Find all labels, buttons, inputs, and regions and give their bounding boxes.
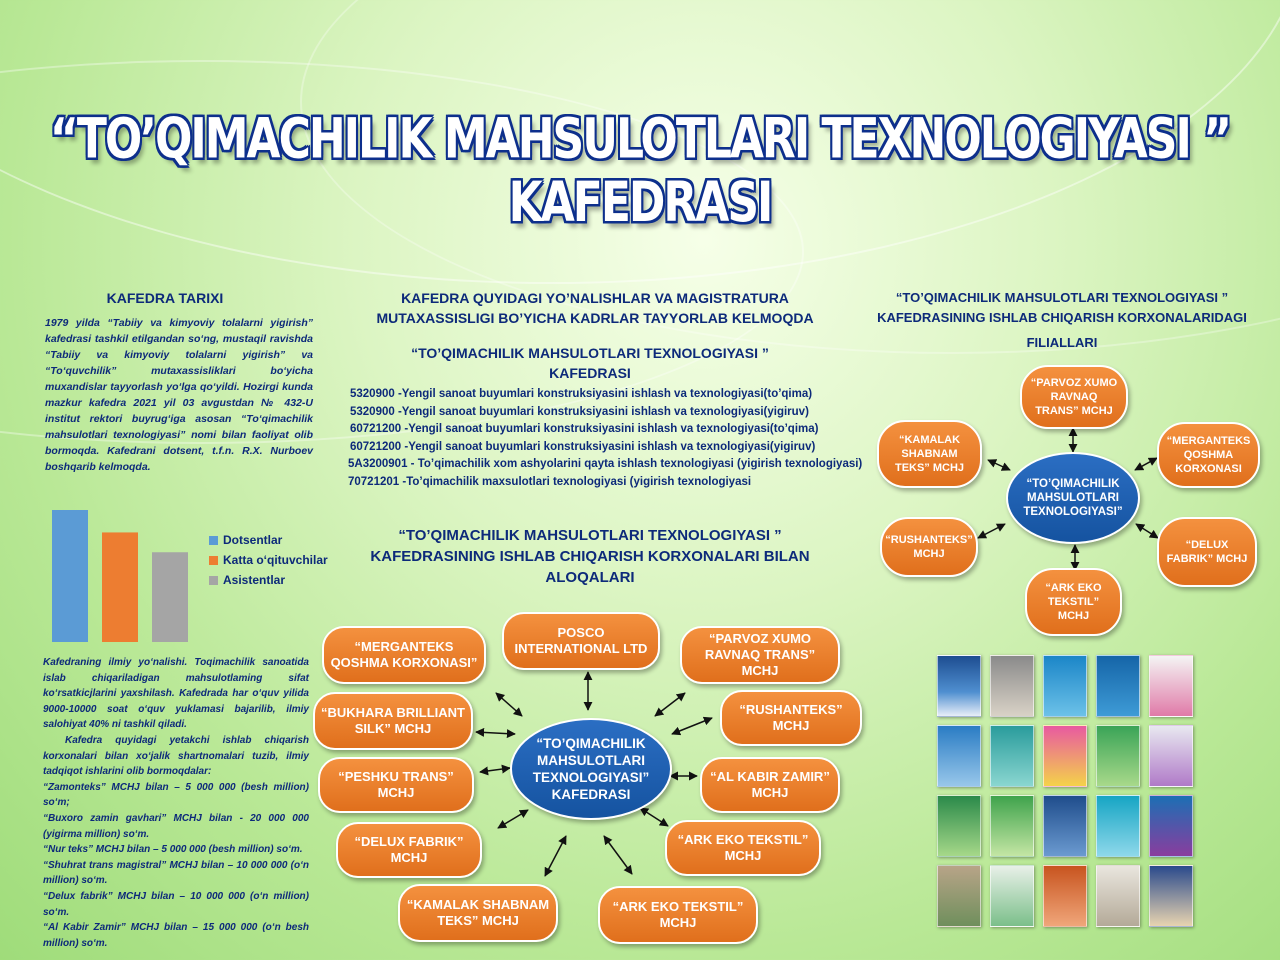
book-cover [1043, 795, 1087, 857]
contract-item: “Zamonteks” MCHJ bilan – 5 000 000 (besh million) so‘m; [43, 781, 309, 809]
book-cover [937, 795, 981, 857]
kafedra-center-node: “TO’QIMACHILIK MAHSULOTLARI TEXNOLOGIYASI” KAFEDRASI [510, 718, 672, 820]
partner-node: “BUKHARA BRILLIANT SILK” MCHJ [313, 692, 473, 750]
contract-item: “Delux fabrik” MCHJ bilan – 10 000 000 (o‘n million) so‘m. [43, 890, 309, 918]
book-cover [1096, 865, 1140, 927]
partner-node: “ARK EKO TEKSTIL” MCHJ [665, 820, 821, 876]
partner-node: “DELUX FABRIK” MCHJ [336, 822, 482, 878]
book-cover [990, 655, 1034, 717]
relations-heading: “TO’QIMACHILIK MAHSULOTLARI TEXNOLOGIYASI ” KAFEDRASINING ISHLAB CHIQARISH KORXONALARI BILAN ALOQALARI [370, 527, 810, 586]
book-cover [990, 865, 1034, 927]
branches-heading: “TO’QIMACHILIK MAHSULOTLARI TEXNOLOGIYASI ” KAFEDRASINING ISHLAB CHIQARISH KORXONALARIDAGI [877, 290, 1247, 325]
branch-node: “MERGANTEKS QOSHMA KORXONASI [1157, 422, 1260, 488]
history-text: 1979 yilda “Tabiiy va kimyoviy tolalarni yigirish” kafedrasi tashkil etilgandan so‘ng, mustaqil ravishda “Tabiiy va kimyoviy tolalarni yigirish” va “To‘quvchilik” mutaxassisliklari bo‘yicha muxandislar tayyorlash yo‘lga qo‘yildi. Hozirgi kunda mazkur kafedra 2021 yil 03 avgustdan № 432-U institut rektori buyrug‘iga asosan “To‘qimachilik mahsulotlari texnologiyasi” nomi bilan faoliyat olib bormoqda. Kafedrani dotsent, t.f.n. R.X. Nurboev boshqarib kelmoqda. [45, 317, 313, 473]
partner-node: “MERGANTEKS QOSHMA KORXONASI” [322, 626, 486, 684]
history-heading: KAFEDRA TARIXI [106, 290, 224, 306]
book-cover [937, 865, 981, 927]
partner-node: “RUSHANTEKS” MCHJ [720, 690, 862, 746]
research-paragraph: Kafedra quyidagi yetakchi ishlab chiqarish korxonalari bilan xo‘jalik shartnomalari tuzib, ilmiy tadqiqot ishlarini olib bormoqdalar: [43, 734, 309, 778]
legend-label: Dotsentlar [223, 533, 283, 547]
programs-subheading: “TO’QIMACHILIK MAHSULOTLARI TEXNOLOGIYASI ” KAFEDRASI [411, 345, 769, 381]
contract-item: “Buxoro zamin gavhari” MCHJ bilan - 20 000 000 (yigirma million) so‘m. [43, 812, 309, 840]
book-cover [937, 655, 981, 717]
book-cover [1149, 865, 1193, 927]
partner-node: “AL KABIR ZAMIR” MCHJ [700, 757, 840, 813]
program-item: 60721200 -Yengil sanoat buyumlari konstruksiyasini ishlash va texnologiyasi(to’qima) [350, 423, 819, 435]
book-cover [1096, 725, 1140, 787]
branch-node: “PARVOZ XUMO RAVNAQ TRANS” MCHJ [1020, 365, 1128, 429]
contract-item: “Al Kabir Zamir” MCHJ bilan – 15 000 000 (o‘n besh million) so‘m. [43, 922, 309, 949]
book-cover [1096, 795, 1140, 857]
partner-node: POSCO INTERNATIONAL LTD [502, 612, 660, 670]
book-cover [1043, 655, 1087, 717]
program-item: 5320900 -Yengil sanoat buyumlari konstruksiyasini ishlash va texnologiyasi(to’qima) [350, 388, 813, 400]
partner-node: “PESHKU TRANS” MCHJ [318, 757, 474, 813]
branches-heading-2: FILIALLARI [1026, 335, 1098, 350]
book-cover [937, 725, 981, 787]
program-item: 5A3200901 - To’qimachilik xom ashyolarini qayta ishlash texnologiyasi (yigirish texnologiyasi) [348, 458, 863, 470]
programs-heading: KAFEDRA QUYIDAGI YO’NALISHLAR VA MAGISTRATURA MUTAXASSISLIGI BO’YICHA KADRLAR TAYYORLAB KELMOQDA [376, 290, 814, 326]
legend-label: Katta o‘qituvchilar [223, 553, 328, 567]
book-cover [1096, 655, 1140, 717]
book-cover [1149, 655, 1193, 717]
program-item: 60721200 -Yengil sanoat buyumlari konstruksiyasini ishlash va texnologiyasi(yigiruv) [350, 440, 816, 453]
branch-node: “RUSHANTEKS” MCHJ [880, 517, 978, 577]
branch-center-node: “TO’QIMACHILIK MAHSULOTLARI TEXNOLOGIYASI” [1006, 452, 1140, 544]
book-cover [990, 795, 1034, 857]
contract-item: “Nur teks” MCHJ bilan – 5 000 000 (besh million) so‘m. [43, 844, 303, 856]
branch-node: “DELUX FABRIK” MCHJ [1157, 517, 1257, 587]
book-cover [1149, 725, 1193, 787]
branch-node: “KAMALAK SHABNAM TEKS” MCHJ [877, 420, 982, 488]
partner-node: “PARVOZ XUMO RAVNAQ TRANS” MCHJ [680, 626, 840, 684]
book-cover [1149, 795, 1193, 857]
page-title: “TO’QIMACHILIK MAHSULOTLARI TEXNOLOGIYASI ” KAFEDRASI [49, 107, 1231, 235]
book-cover [1043, 865, 1087, 927]
branch-node: “ARK EKO TEKSTIL” MCHJ [1025, 568, 1122, 636]
contract-item: “Shuhrat trans magistral” MCHJ bilan – 10 000 000 (o‘n million) so‘m. [43, 859, 309, 887]
book-cover [990, 725, 1034, 787]
research-paragraph: Kafedraning ilmiy yo‘nalishi. Toqimachilik sanoatida islab chiqariladigan mahsulotlaming sifat ko‘rsatkicjlarini yaxshilash. Kafedrada har o‘quv yilida 9000-10000 soat o‘quv yuklamasi bajarilib, ilmiy salohiyat 40% ni tashkil qiladi. [43, 657, 309, 731]
partner-node: “KAMALAK SHABNAM TEKS” MCHJ [398, 884, 558, 942]
program-item: 5320900 -Yengil sanoat buyumlari konstruksiyasini ishlash va texnologiyasi(yigiruv) [350, 405, 809, 418]
legend-label: Asistentlar [223, 573, 286, 587]
partner-node: “ARK EKO TEKSTIL” MCHJ [598, 886, 758, 944]
book-cover [1043, 725, 1087, 787]
program-item: 70721201 -To’qimachilik maxsulotlari texnologiyasi (yigirish texnologiyasi [348, 475, 752, 488]
